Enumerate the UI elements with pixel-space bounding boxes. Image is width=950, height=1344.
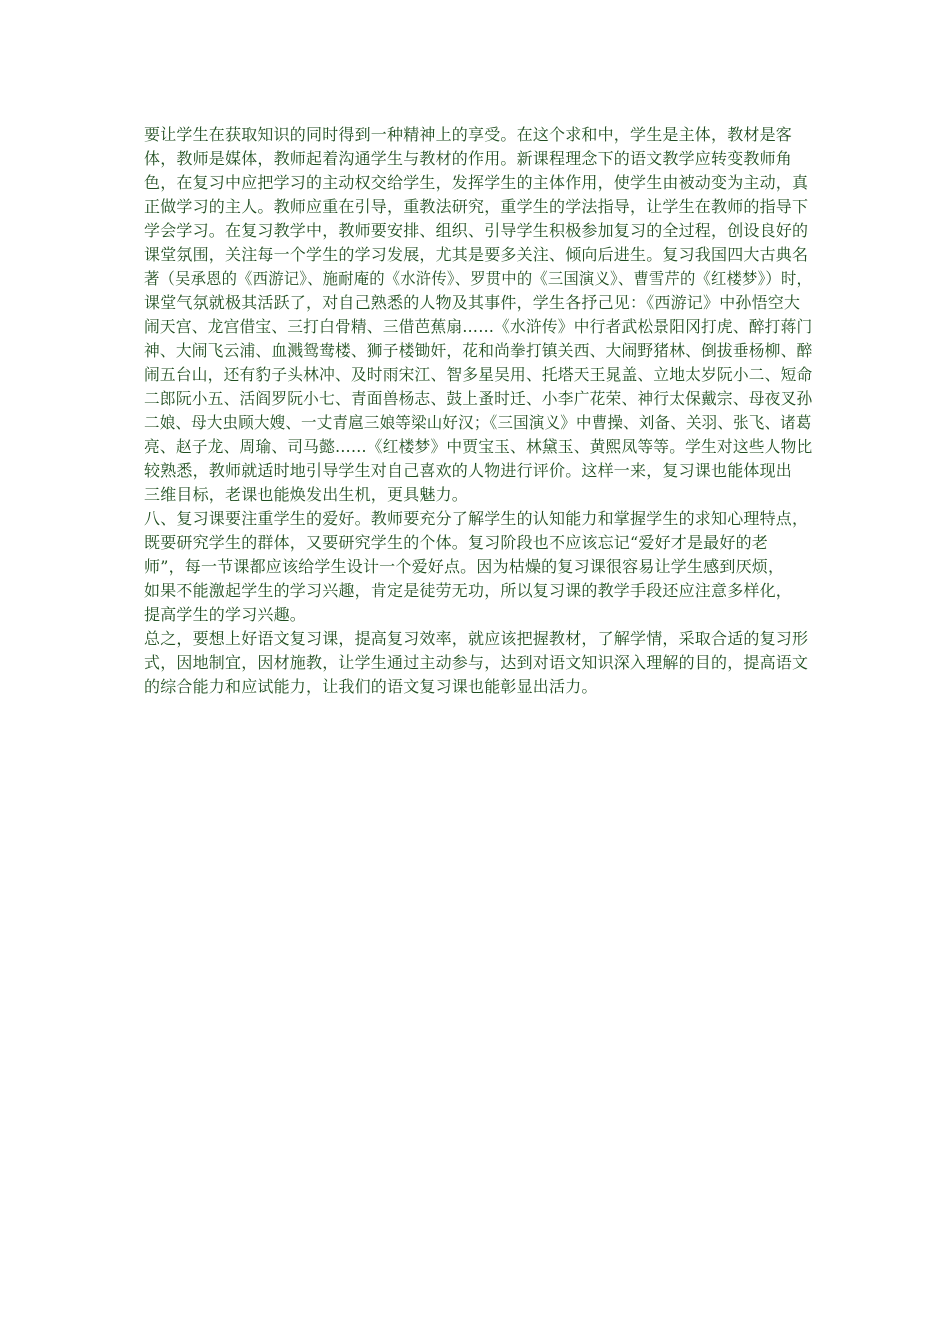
text-line: 色，在复习中应把学习的主动权交给学生，发挥学生的主体作用，使学生由被动变为主动，真 — [144, 173, 809, 192]
text-line: 师”，每一节课都应该给学生设计一个爱好点。因为枯燥的复习课很容易让学生感到厌烦， — [144, 557, 785, 576]
text-line: 提高学生的学习兴趣。 — [144, 605, 307, 624]
text-line: 课堂气氛就极其活跃了，对自己熟悉的人物及其事件，学生各抒己见：《西游记》中孙悟空大 — [144, 293, 801, 312]
text-line: 总之，要想上好语文复习课，提高复习效率，就应该把握教材，了解学情，采取合适的复习形 — [144, 629, 809, 648]
text-line: 二娘、母大虫顾大嫂、一丈青扈三娘等梁山好汉；《三国演义》中曹操、刘备、关羽、张飞、诸葛 — [144, 413, 812, 432]
text-line: 著（吴承恩的《西游记》、施耐庵的《水浒传》、罗贯中的《三国演义》、曹雪芹的《红楼梦》）时， — [144, 269, 813, 288]
document-body — [144, 123, 812, 699]
paragraph-review-methods — [144, 123, 812, 507]
text-line: 正做学习的主人。教师应重在引导，重教法研究，重学生的学法指导，让学生在教师的指导下 — [144, 197, 809, 216]
text-line: 式，因地制宜，因材施教，让学生通过主动参与，达到对语文知识深入理解的目的，提高语文 — [144, 653, 809, 672]
text-line: 既要研究学生的群体，又要研究学生的个体。复习阶段也不应该忘记“爱好才是最好的老 — [144, 533, 768, 552]
text-line: 学会学习。在复习教学中，教师要安排、组织、引导学生积极参加复习的全过程，创设良好的 — [144, 221, 809, 240]
text-line: 二郎阮小五、活阎罗阮小七、青面兽杨志、鼓上蚤时迁、小李广花荣、神行太保戴宗、母夜叉孙 — [144, 389, 813, 408]
text-line: 闹天宫、龙宫借宝、三打白骨精、三借芭蕉扇……《水浒传》中行者武松景阳冈打虎、醉打蒋门 — [144, 317, 813, 336]
text-line: 如果不能激起学生的学习兴趣，肯定是徒劳无功，所以复习课的教学手段还应注意多样化， — [144, 581, 793, 600]
text-line: 神、大闹飞云浦、血溅鸳鸯楼、狮子楼锄奸，花和尚拳打镇关西、大闹野猪林、倒拔垂杨柳、醉 — [144, 341, 813, 360]
text-line: 较熟悉，教师就适时地引导学生对自己喜欢的人物进行评价。这样一来，复习课也能体现出 — [144, 461, 793, 480]
paragraph-conclusion — [144, 627, 812, 699]
text-line: 三维目标，老课也能焕发出生机，更具魅力。 — [144, 485, 469, 504]
text-line: 要让学生在获取知识的同时得到一种精神上的享受。在这个求和中，学生是主体，教材是客 — [144, 125, 793, 144]
text-line: 的综合能力和应试能力，让我们的语文复习课也能彰显出活力。 — [144, 677, 598, 696]
paragraph-section-eight — [144, 507, 812, 627]
text-line: 闹五台山，还有豹子头林冲、及时雨宋江、智多星吴用、托塔天王晁盖、立地太岁阮小二、短命 — [144, 365, 813, 384]
text-line: 体，教师是媒体，教师起着沟通学生与教材的作用。新课程理念下的语文教学应转变教师角 — [144, 149, 793, 168]
text-line: 八、复习课要注重学生的爱好。教师要充分了解学生的认知能力和掌握学生的求知心理特点， — [144, 509, 809, 528]
text-line: 亮、赵子龙、周瑜、司马懿……《红楼梦》中贾宝玉、林黛玉、黄熙凤等等。学生对这些人物比 — [144, 437, 813, 456]
text-line: 课堂氛围，关注每一个学生的学习发展，尤其是要多关注、倾向后进生。复习我国四大古典名 — [144, 245, 809, 264]
